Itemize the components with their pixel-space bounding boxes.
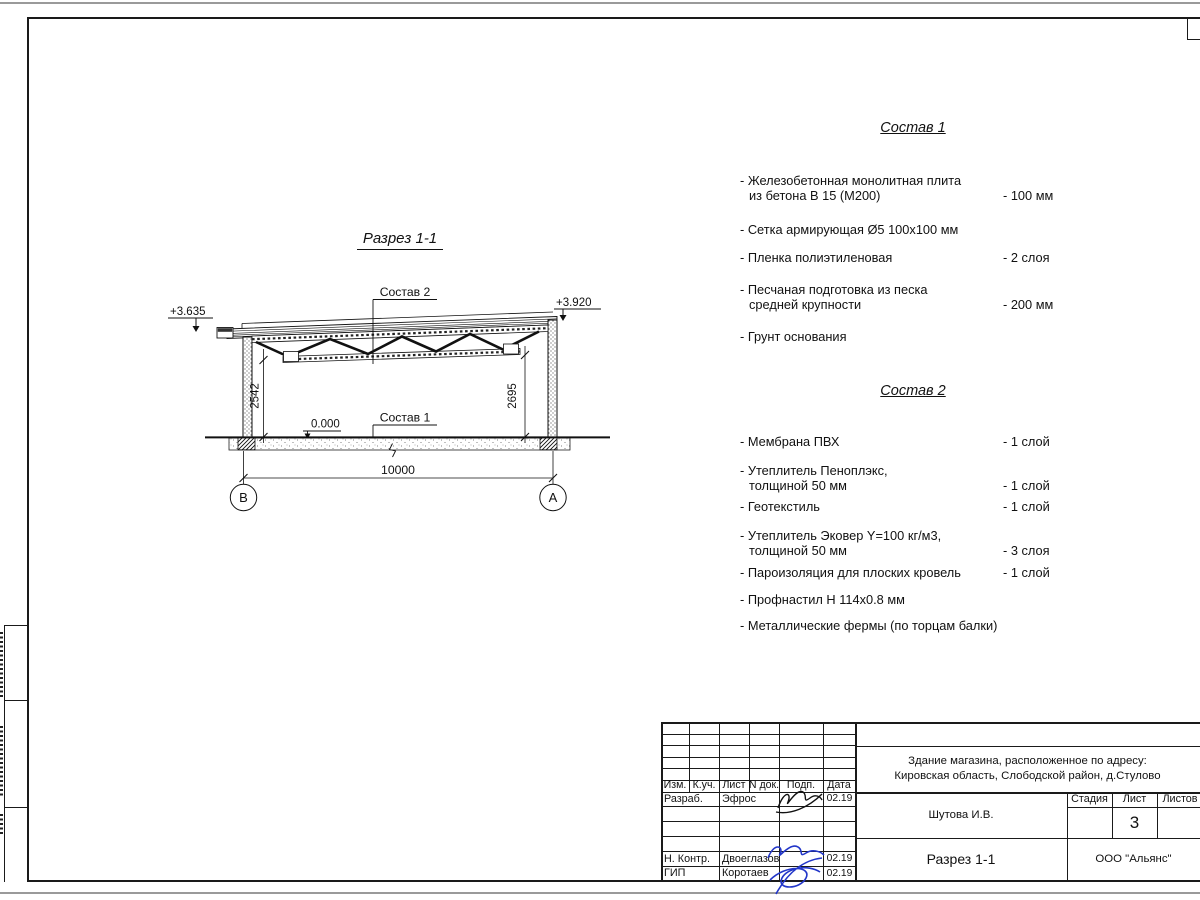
- tb-sheet-title: Разрез 1-1: [926, 851, 996, 867]
- list-item: [740, 500, 1074, 515]
- list-item-value: - 100 мм: [1003, 187, 1054, 203]
- section-title-text: Разрез 1-1: [362, 230, 438, 247]
- list-item-line: - Железобетонная монолитная плита: [740, 173, 962, 188]
- svg-text:А: А: [548, 490, 558, 505]
- tb-header-kuch: К.уч.: [692, 779, 716, 791]
- list-item: [740, 619, 1074, 634]
- dimension-2695: [507, 346, 529, 443]
- dimension-10000: [240, 451, 558, 484]
- tb-project-title-line1: Здание магазина, расположенное по адресу:: [908, 755, 1147, 767]
- list-item: [740, 251, 1074, 266]
- tb-company: ООО "Альянс": [1095, 853, 1172, 865]
- list-item-line: толщиной 50 мм: [749, 542, 847, 558]
- svg-text:0.000: 0.000: [311, 418, 340, 431]
- svg-text:+3.920: +3.920: [556, 297, 592, 309]
- sostav-2-title: Состав 2: [880, 383, 946, 399]
- footing-right: [540, 438, 557, 450]
- clipped-vertical-text: [0, 814, 3, 836]
- tb-stage-label: Стадия: [1071, 793, 1108, 805]
- list-item-value: - 1 слой: [1003, 499, 1050, 515]
- tb-name: Двоеглазов: [722, 852, 780, 865]
- list-item: [740, 223, 1074, 238]
- grid-axis-A: [540, 484, 566, 510]
- list-item-value: - 200 мм: [1003, 296, 1054, 312]
- sostav-2-list: [740, 383, 1074, 634]
- left-stamp-divider: [4, 625, 27, 626]
- svg-text:2695: 2695: [507, 383, 519, 409]
- list-item: [740, 330, 1074, 345]
- tb-header-podp: Подп.: [786, 779, 816, 791]
- list-item: [740, 283, 1074, 313]
- svg-text:Состав 2: Состав 2: [379, 285, 431, 299]
- list-item-value: - 2 слоя: [1003, 250, 1050, 266]
- tb-project-title-line2: Кировская область, Слободской район, д.Стулово: [894, 770, 1161, 782]
- list-item: [740, 593, 1074, 608]
- paper-bottom-edge: [0, 892, 1200, 894]
- tb-row: [661, 821, 855, 836]
- list-item: [740, 174, 1074, 204]
- section-title: [357, 230, 443, 250]
- wall-right: [548, 320, 557, 437]
- list-item-line: средней крупности: [749, 296, 862, 312]
- tb-role: Н. Контр.: [664, 852, 711, 865]
- tb-header-list: Лист: [722, 779, 746, 791]
- signature-black: [772, 779, 826, 816]
- list-item-value: - 3 слоя: [1003, 542, 1050, 558]
- tb-name: Коротаев: [722, 867, 769, 880]
- list-item-line: - Пароизоляция для плоских кровель: [740, 564, 961, 580]
- left-stamp-line: [4, 625, 5, 882]
- tb-name: Эфрос: [722, 792, 757, 805]
- corner-stamp-box: [1187, 17, 1200, 40]
- tb-project-title: [857, 747, 1198, 791]
- list-item-line: - Утеплитель Эковер Y=100 кг/м3,: [740, 528, 942, 544]
- list-item-line: - Металлические фермы (по торцам балки): [740, 618, 998, 634]
- sostav-1-title: Состав 1: [880, 120, 946, 136]
- grid-axis-B: [230, 484, 256, 510]
- tb-header-ndok: N док.: [748, 779, 780, 791]
- floor-slab: [205, 437, 610, 457]
- tb-date: 02.19: [826, 853, 853, 865]
- list-item-line: - Мембрана ПВХ: [740, 434, 840, 449]
- list-item-line: - Грунт основания: [740, 328, 847, 344]
- svg-text:В: В: [239, 490, 248, 505]
- list-item-line: - Сетка армирующая Ø5 100х100 мм: [740, 221, 959, 237]
- list-item: [740, 529, 1074, 559]
- tb-date: 02.19: [826, 867, 853, 879]
- elevation-mark-right: [554, 297, 601, 321]
- tb-sheets-label: Листов: [1162, 793, 1198, 805]
- list-item-value: - 1 слой: [1003, 434, 1050, 449]
- clipped-vertical-text: [0, 726, 3, 798]
- list-item-line: - Геотекстиль: [740, 499, 820, 515]
- signature-blue: [760, 838, 832, 896]
- list-item: [740, 435, 1074, 450]
- svg-text:10000: 10000: [381, 463, 415, 477]
- tb-sheet-number: 3: [1129, 813, 1140, 832]
- section-view: [150, 215, 630, 515]
- tb-date: 02.19: [826, 793, 853, 805]
- svg-text:+3.635: +3.635: [170, 306, 206, 318]
- list-item-line: толщиной 50 мм: [749, 477, 847, 493]
- tb-sheet-label: Лист: [1122, 793, 1147, 805]
- list-item-value: - 1 слой: [1003, 477, 1050, 493]
- sostav-2-items: [740, 435, 1074, 634]
- list-item: [740, 566, 1074, 581]
- tb-header-izm: Изм.: [663, 779, 687, 791]
- list-item-line: - Песчаная подготовка из песка: [740, 282, 928, 298]
- sostav-1-items: [740, 174, 1074, 345]
- tb-role: Разраб.: [664, 792, 703, 805]
- roof-gutter: [217, 328, 233, 339]
- svg-text:2542: 2542: [249, 383, 262, 409]
- list-item-line: - Утеплитель Пеноплэкс,: [740, 462, 888, 478]
- left-stamp-divider: [4, 807, 27, 808]
- left-stamp-divider: [4, 700, 27, 701]
- tb-header-data: Дата: [827, 779, 851, 791]
- tb-designer: Шутова И.В.: [928, 808, 994, 821]
- footing-left: [238, 438, 255, 450]
- list-item-line: из бетона В 15 (М200): [749, 187, 881, 203]
- list-item-line: - Профнастил Н 114х0.8 мм: [740, 591, 905, 607]
- clipped-vertical-text: [0, 632, 3, 697]
- elevation-mark-left: [168, 306, 213, 332]
- tb-role: ГИП: [664, 867, 686, 880]
- svg-text:Состав 1: Состав 1: [379, 410, 431, 425]
- list-item: [740, 464, 1074, 494]
- sostav-1-list: [740, 120, 1074, 345]
- paper-top-edge: [0, 2, 1200, 4]
- list-item-line: - Пленка полиэтиленовая: [740, 250, 893, 266]
- list-item-value: - 1 слой: [1003, 564, 1050, 580]
- level-zero-mark: [303, 419, 341, 440]
